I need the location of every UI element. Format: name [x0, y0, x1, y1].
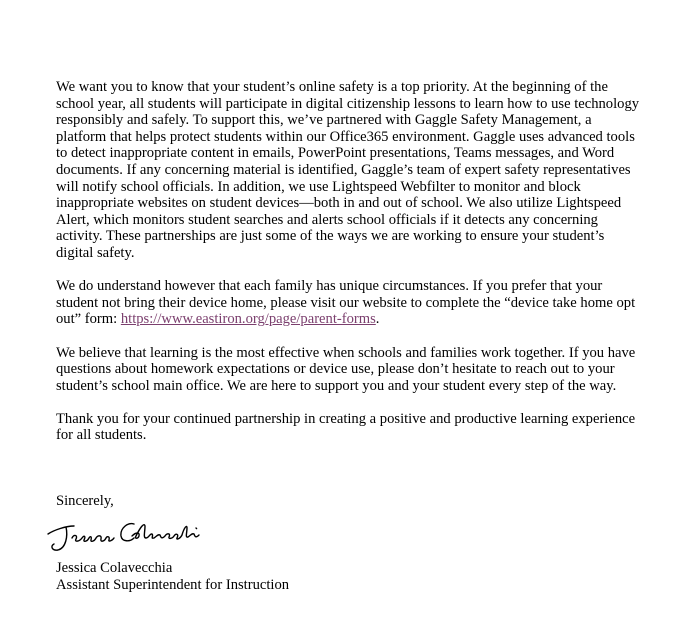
paragraph-device-opt-out — [56, 278, 642, 328]
signer-name: Jessica Colavecchia — [56, 560, 173, 576]
signer-block — [56, 560, 289, 594]
parent-forms-link[interactable]: https://www.eastiron.org/page/parent-forms — [120, 311, 376, 328]
paragraph-partnership: We believe that learning is the most effective when schools and families work together. If you have questions about homework expectations or device use, please don’t hesitate to reach out to your student’s school main office. We are here to support you and your student every step of the way. — [56, 344, 636, 394]
paragraph-online-safety: We want you to know that your student’s online safety is a top priority. At the beginning of the school year, all students will participate in digital citizenship lessons to learn how to use technology responsibly and safely. To support this, we’ve partnered with Gaggle Safety Management, a platform that helps protect students within our Office365 environment. Gaggle uses advanced tools to detect inappropriate content in emails, PowerPoint presentations, Teams messages, and Word documents. If any concerning material is identified, Gaggle’s team of expert safety representatives will notify school officials. In addition, we use Lightspeed Webfilter to monitor and block inappropriate websites on student devices—both in and out of school. We also utilize Lightspeed Alert, which monitors student searches and alerts school officials if it detects any concerning activity. These partnerships are just some of the ways we are working to ensure your student’s digital safety. — [56, 79, 640, 261]
paragraph-thank-you: Thank you for your continued partnership in creating a positive and productive learning experience for all students. — [56, 410, 636, 444]
signature-label: Jessica Colavecchia — [44, 514, 52, 515]
opt-out-text: We do understand however that each family has unique circumstances. If you prefer that your student not bring their device home, please visit our website to complete the “device take home opt out” form: — [56, 278, 636, 328]
signer-title: Assistant Superintendent for Instruction — [56, 577, 290, 593]
opt-out-period: . — [375, 311, 380, 328]
letter-body — [56, 79, 642, 461]
handwritten-signature — [44, 514, 204, 556]
salutation: Sincerely, — [56, 493, 114, 509]
